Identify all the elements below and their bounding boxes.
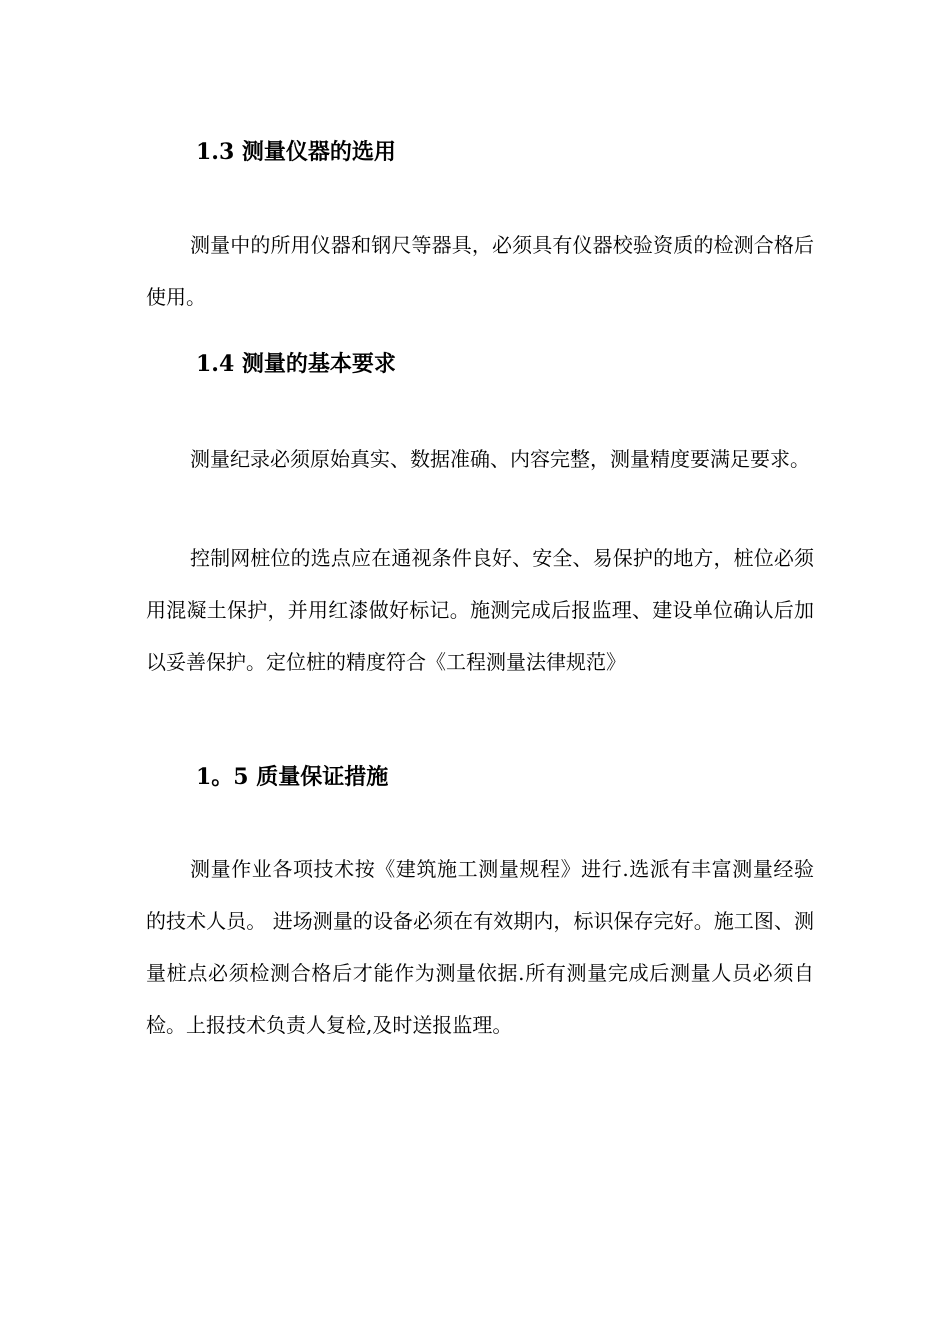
section-heading-1-5: 1。5 质量保证措施 bbox=[196, 764, 389, 790]
paragraph-measurement-records: 测量纪录必须原始真实、数据准确、内容完整，测量精度要满足要求。 bbox=[190, 447, 810, 471]
section-heading-1-4: 1.4 测量的基本要求 bbox=[196, 351, 396, 377]
paragraph-control-network: 控制网桩位的选点应在通视条件良好、安全、易保护的地方，桩位必须用混凝土保护，并用红漆做好标记。施测完成后报监理、建设单位确认后加以妥善保护。定位桩的精度符合《工程测量法律规范》 bbox=[146, 546, 814, 674]
section-heading-1-3: 1.3 测量仪器的选用 bbox=[196, 139, 396, 165]
paragraph-instrument-selection: 测量中的所用仪器和钢尺等器具，必须具有仪器校验资质的检测合格后使用。 bbox=[146, 233, 814, 309]
paragraph-quality-assurance: 测量作业各项技术按《建筑施工测量规程》进行.选派有丰富测量经验的技术人员。 进场测量的设备必须在有效期内，标识保存完好。施工图、测量桩点必须检测合格后才能作为测量依据.所有测量完成后测量人员必须自检。上报技术负责人复检,及时送报监理。 bbox=[146, 857, 814, 1037]
